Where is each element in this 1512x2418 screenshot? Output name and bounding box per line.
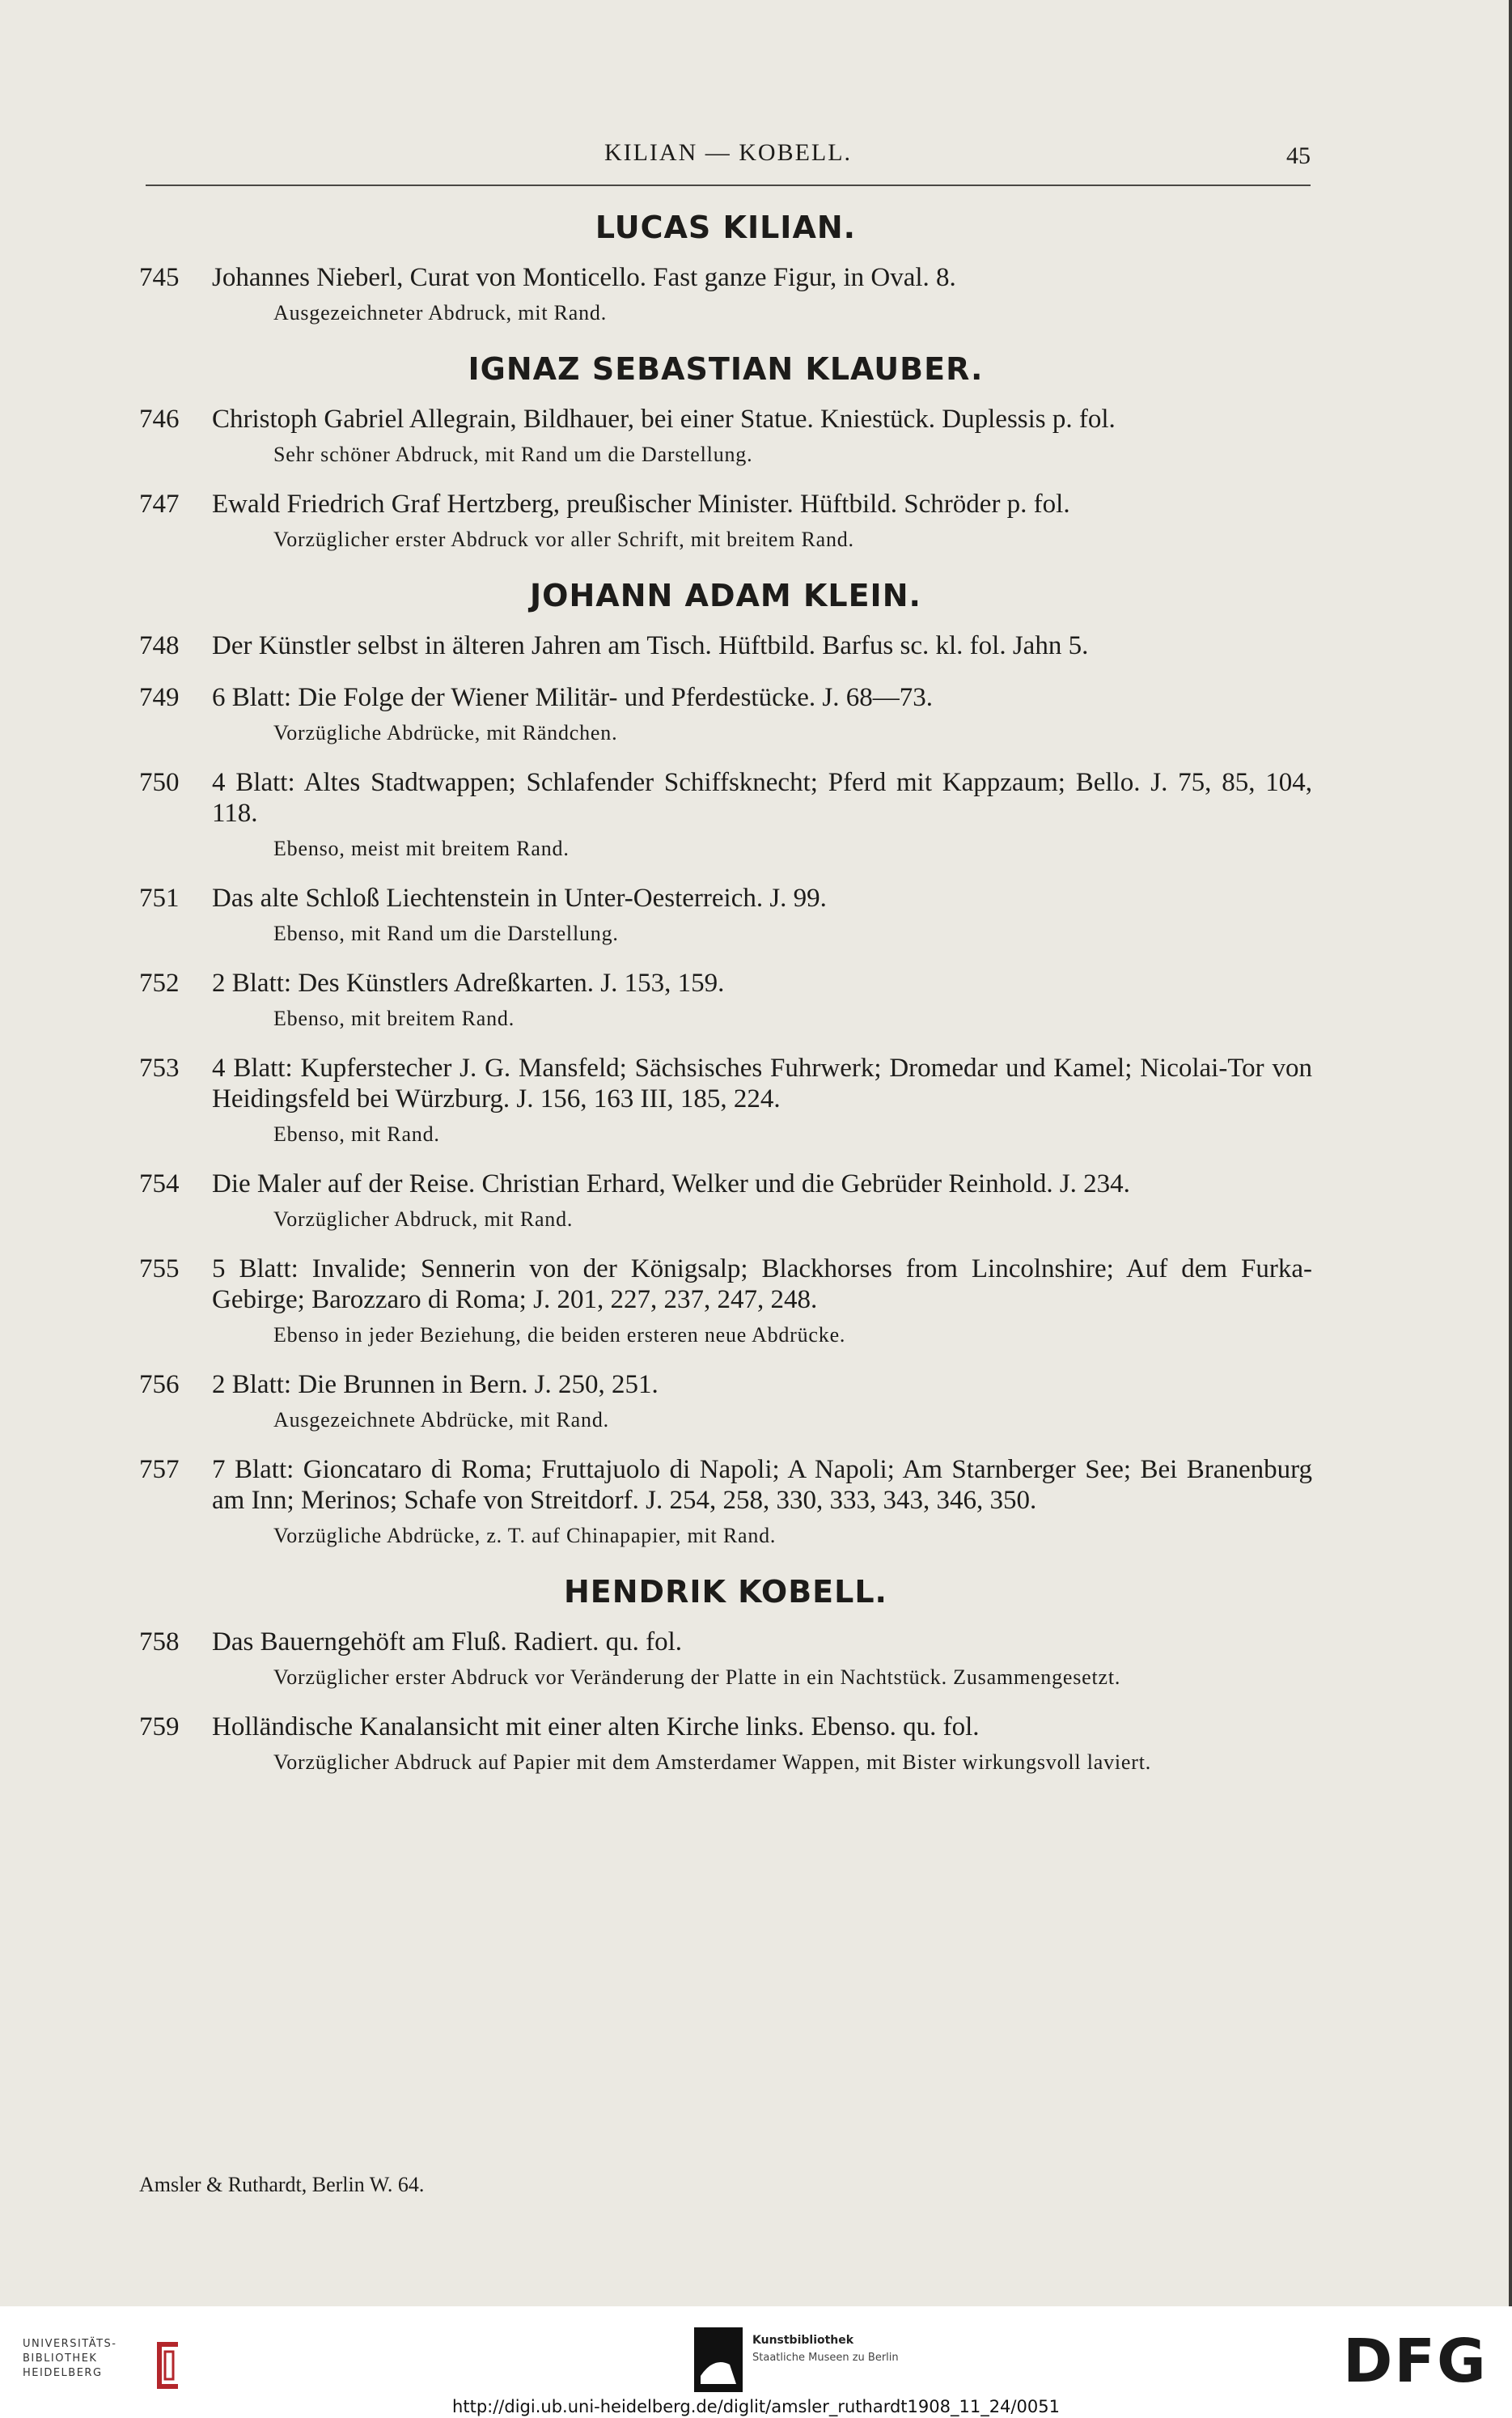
artist-heading: IGNAZ SEBASTIAN KLAUBER. — [468, 351, 984, 387]
entry-condition-note: Vorzüglicher Abdruck, mit Rand. — [273, 1207, 574, 1231]
entry-title: Der Künstler selbst in älteren Jahren am Tisch. Hüftbild. Barfus sc. kl. fol. Jahn 5. — [212, 631, 1089, 660]
entry-title: 4 Blatt: Kupferstecher J. G. Mansfeld; Sächsisches Fuhrwerk; Dromedar und Kamel; Nicolai-Tor von Heidingsfeld bei Würzburg. J. 156, 163 III, 185, 224. — [212, 1054, 1312, 1114]
entry-number: 750 — [139, 768, 180, 797]
entry-title: Das alte Schloß Liechtenstein in Unter-Oesterreich. J. 99. — [212, 884, 827, 913]
entry-title: Johannes Nieberl, Curat von Monticello. Fast ganze Figur, in Oval. 8. — [212, 263, 956, 292]
catalog-entry — [139, 1712, 1312, 1775]
entry-condition-note: Vorzüglicher erster Abdruck vor Veränderung der Platte in ein Nachtstück. Zusammengesetzt. — [273, 1665, 1121, 1689]
catalog-entry — [139, 968, 1312, 1032]
university-library-text — [23, 2337, 117, 2381]
entry-condition-note: Vorzügliche Abdrücke, mit Rändchen. — [273, 721, 618, 744]
catalog-entry — [139, 767, 1312, 862]
library-subtitle: Staatliche Museen zu Berlin — [752, 2352, 899, 2364]
entry-title: Das Bauerngehöft am Fluß. Radiert. qu. fol. — [212, 1627, 683, 1657]
entry-number: 745 — [139, 263, 180, 292]
entry-number: 755 — [139, 1254, 180, 1283]
artist-heading: JOHANN ADAM KLEIN. — [530, 578, 921, 613]
university-line: BIBLIOTHEK — [23, 2352, 98, 2365]
entry-title: 4 Blatt: Altes Stadtwappen; Schlafender Schiffsknecht; Pferd mit Kappzaum; Bello. J. 75, 85, 104, 118. — [212, 768, 1312, 828]
entry-number: 754 — [139, 1169, 180, 1198]
entry-number: 749 — [139, 683, 180, 712]
entry-title: Holländische Kanalansicht mit einer alten Kirche links. Ebenso. qu. fol. — [212, 1712, 980, 1741]
entry-title: Die Maler auf der Reise. Christian Erhard, Welker und die Gebrüder Reinhold. J. 234. — [212, 1169, 1130, 1198]
running-title: KILIAN — KOBELL. — [604, 139, 853, 166]
catalog-entry — [139, 1627, 1312, 1690]
entry-number: 747 — [139, 490, 180, 519]
entry-number: 751 — [139, 884, 180, 913]
entry-condition-note: Vorzüglicher Abdruck auf Papier mit dem Amsterdamer Wappen, mit Bister wirkungsvoll laviert. — [273, 1750, 1152, 1774]
entry-number: 758 — [139, 1627, 180, 1657]
entry-number: 753 — [139, 1054, 180, 1083]
permalink-url[interactable]: http://digi.ub.uni-heidelberg.de/diglit/amsler_ruthardt1908_11_24/0051 — [452, 2397, 1060, 2416]
entry-condition-note: Vorzüglicher erster Abdruck vor aller Schrift, mit breitem Rand. — [273, 528, 854, 551]
dfg-logo[interactable]: DFG — [1343, 2327, 1488, 2396]
catalog-entry — [139, 1369, 1312, 1433]
header-rule — [146, 185, 1311, 186]
entry-condition-note: Ebenso, mit Rand um die Darstellung. — [273, 922, 619, 945]
catalog-entry — [139, 883, 1312, 947]
entry-condition-note: Ebenso, mit Rand. — [273, 1122, 440, 1146]
artist-heading: LUCAS KILIAN. — [595, 210, 857, 245]
catalog-entry — [139, 1454, 1312, 1549]
entry-condition-note: Ausgezeichnete Abdrücke, mit Rand. — [273, 1408, 609, 1432]
catalog-entry — [139, 1254, 1312, 1348]
entry-condition-note: Ebenso, meist mit breitem Rand. — [273, 837, 570, 860]
catalog-entry — [139, 682, 1312, 746]
entry-number: 752 — [139, 969, 180, 998]
university-line: HEIDELBERG — [23, 2367, 103, 2379]
catalog-entry — [139, 404, 1312, 468]
entry-title: 2 Blatt: Des Künstlers Adreßkarten. J. 153, 159. — [212, 969, 725, 998]
entry-condition-note: Ebenso in jeder Beziehung, die beiden ersteren neue Abdrücke. — [273, 1323, 846, 1347]
entry-title: 2 Blatt: Die Brunnen in Bern. J. 250, 251. — [212, 1370, 659, 1399]
catalog-entry — [139, 489, 1312, 553]
entry-condition-note: Sehr schöner Abdruck, mit Rand um die Darstellung. — [273, 443, 753, 466]
entry-title: Ewald Friedrich Graf Hertzberg, preußischer Minister. Hüftbild. Schröder p. fol. — [212, 490, 1070, 519]
artist-heading: HENDRIK KOBELL. — [563, 1574, 887, 1610]
entry-title: 7 Blatt: Gioncataro di Roma; Fruttajuolo di Napoli; A Napoli; Am Starnberger See; Bei Branenburg am Inn; Merinos; Schafe von Streitdorf. J. 254, 258, 330, 333, 343, 346, 350. — [212, 1455, 1312, 1515]
entry-title: 6 Blatt: Die Folge der Wiener Militär- und Pferdestücke. J. 68—73. — [212, 683, 933, 712]
entry-number: 757 — [139, 1455, 180, 1484]
entry-title: 5 Blatt: Invalide; Sennerin von der Königsalp; Blackhorses from Lincolnshire; Auf dem Furka-Gebirge; Barozzaro di Roma; J. 201, 227, 237, 247, 248. — [212, 1254, 1312, 1314]
entry-condition-note: Vorzügliche Abdrücke, z. T. auf Chinapapier, mit Rand. — [273, 1524, 777, 1547]
entry-condition-note: Ebenso, mit breitem Rand. — [273, 1007, 515, 1030]
kunstbibliothek-logo[interactable] — [694, 2327, 937, 2392]
entry-condition-note: Ausgezeichneter Abdruck, mit Rand. — [273, 301, 608, 325]
heidelberg-mark-icon — [146, 2337, 184, 2394]
university-line: UNIVERSITÄTS- — [23, 2338, 117, 2350]
entry-title: Christoph Gabriel Allegrain, Bildhauer, bei einer Statue. Kniestück. Duplessis p. fol. — [212, 405, 1116, 434]
page-number: 45 — [1286, 142, 1311, 169]
running-head — [146, 136, 1311, 191]
entry-number: 748 — [139, 631, 180, 660]
digitization-footer — [0, 2306, 1512, 2418]
entry-number: 756 — [139, 1370, 180, 1399]
catalog-entry — [139, 630, 1312, 661]
catalog-entry — [139, 1053, 1312, 1147]
entry-number: 759 — [139, 1712, 180, 1741]
heidelberg-university-library-logo[interactable] — [23, 2337, 184, 2394]
kunstbibliothek-mark-icon — [694, 2327, 743, 2392]
printer-imprint: Amsler & Ruthardt, Berlin W. 64. — [139, 2173, 425, 2196]
catalog-entry — [139, 262, 1312, 326]
catalog-entries — [139, 207, 1312, 1797]
entry-number: 746 — [139, 405, 180, 434]
catalog-entry — [139, 1169, 1312, 1232]
library-name: Kunstbibliothek — [752, 2334, 854, 2347]
